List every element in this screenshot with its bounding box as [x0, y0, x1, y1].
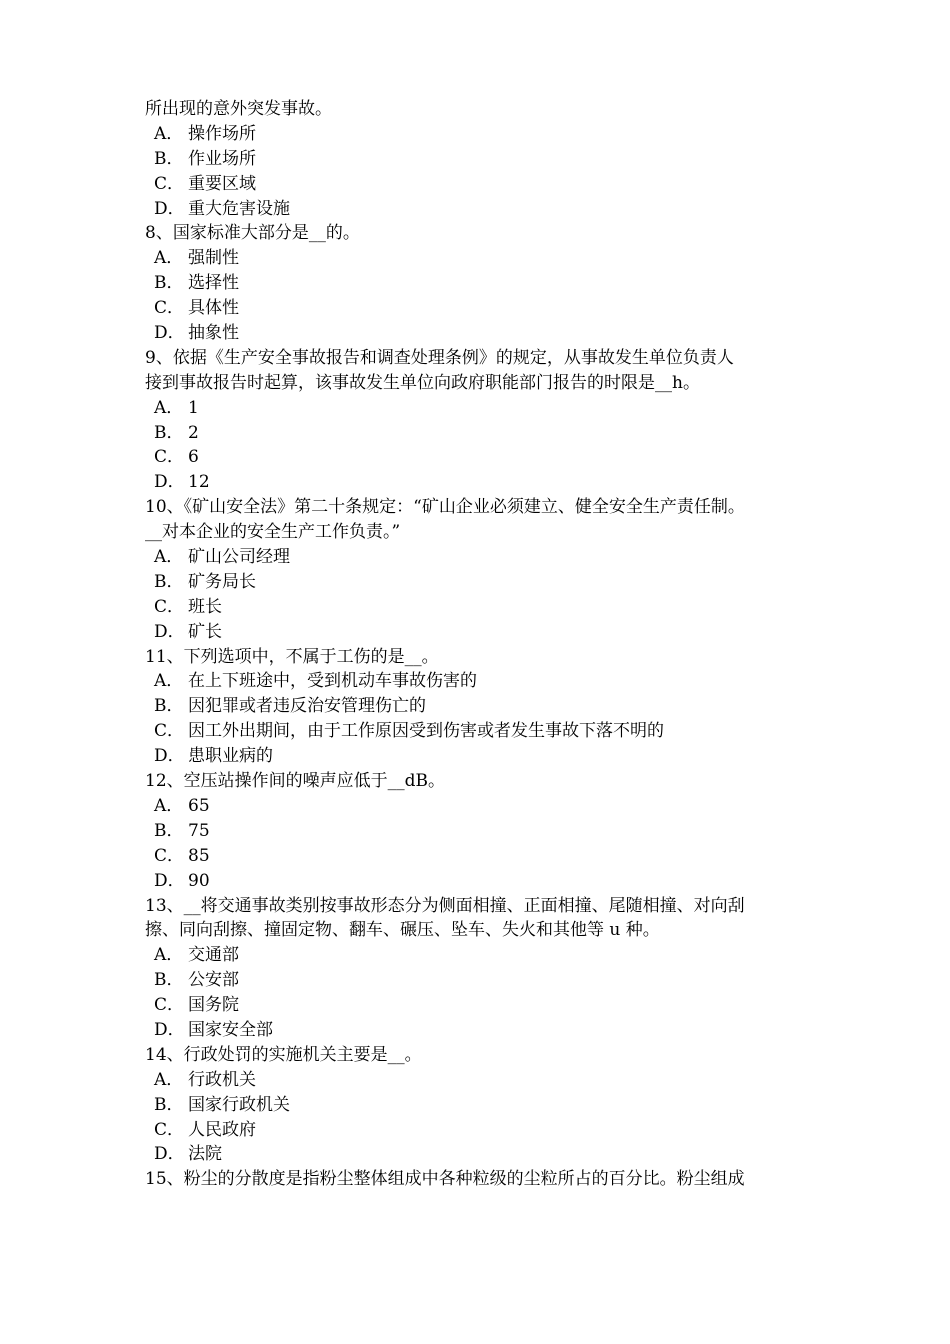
question-line: 所出现的意外突发事故。 [145, 99, 332, 119]
option-text: 75 [188, 820, 210, 841]
option-line [145, 197, 815, 222]
option-label: A． [154, 1069, 184, 1090]
question-line: __对本企业的安全生产工作负责。” [145, 522, 401, 543]
option-text: 重大危害设施 [188, 198, 290, 219]
option-label: D． [154, 198, 185, 219]
question-line: 擦、同向刮擦、撞固定物、翻车、碾压、坠车、失火和其他等 u 种。 [145, 920, 660, 941]
option-text: 2 [188, 422, 199, 443]
option-line [145, 1118, 815, 1143]
option-label: B． [154, 571, 184, 592]
option-line [145, 993, 815, 1018]
option-line [145, 172, 815, 197]
option-text: 矿务局长 [188, 571, 256, 592]
option-text: 在上下班途中，受到机动车事故伤害的 [188, 671, 477, 692]
option-text: 6 [188, 447, 199, 468]
option-line [145, 570, 815, 595]
option-text: 操作场所 [188, 123, 256, 144]
option-label: B． [154, 422, 184, 443]
option-label: C． [154, 995, 185, 1016]
option-text: 90 [188, 870, 210, 891]
option-text: 患职业病的 [188, 746, 273, 767]
option-line [145, 744, 815, 769]
option-label: C． [154, 596, 185, 617]
option-line [145, 296, 815, 321]
option-label: C． [154, 1119, 185, 1140]
option-text: 因犯罪或者违反治安管理伤亡的 [188, 696, 426, 717]
question-line: 15、粉尘的分散度是指粉尘整体组成中各种粒级的尘粒所占的百分比。粉尘组成 [145, 1169, 745, 1190]
option-line [145, 396, 815, 421]
option-line [145, 321, 815, 346]
option-line [145, 943, 815, 968]
option-line [145, 844, 815, 869]
question-line: 11、下列选项中，不属于工伤的是__。 [145, 646, 439, 667]
option-label: C． [154, 721, 185, 742]
option-label: D． [154, 323, 185, 344]
option-text: 选择性 [188, 273, 239, 294]
option-label: B． [154, 273, 184, 294]
option-label: B． [154, 820, 184, 841]
option-label: A． [154, 547, 184, 568]
option-label: A． [154, 945, 184, 966]
option-text: 12 [188, 472, 210, 493]
option-line [145, 719, 815, 744]
option-label: A． [154, 248, 184, 269]
question-line: 12、空压站操作间的噪声应低于__dB。 [145, 771, 446, 792]
option-label: A． [154, 795, 184, 816]
option-label: A． [154, 123, 184, 144]
question-line: 13、__将交通事故类别按事故形态分为侧面相撞、正面相撞、尾随相撞、对向刮 [145, 895, 745, 916]
option-label: B． [154, 696, 184, 717]
option-label: C． [154, 173, 185, 194]
option-line [145, 246, 815, 271]
option-text: 交通部 [188, 945, 239, 966]
option-line [145, 147, 815, 172]
option-line [145, 694, 815, 719]
option-line [145, 1142, 815, 1167]
option-line [145, 819, 815, 844]
option-label: A． [154, 671, 184, 692]
option-label: D． [154, 1019, 185, 1040]
option-text: 因工外出期间，由于工作原因受到伤害或者发生事故下落不明的 [188, 721, 664, 742]
option-line [145, 869, 815, 894]
question-line: 10、《矿山安全法》第二十条规定：“矿山企业必须建立、健全安全生产责任制。 [145, 497, 745, 518]
option-text: 重要区域 [188, 173, 256, 194]
question-line: 8、国家标准大部分是__的。 [145, 223, 360, 244]
option-text: 公安部 [188, 970, 239, 991]
option-line [145, 595, 815, 620]
option-label: B． [154, 970, 184, 991]
option-text: 法院 [188, 1144, 222, 1165]
option-line [145, 669, 815, 694]
option-text: 班长 [188, 596, 222, 617]
option-label: C． [154, 447, 185, 468]
option-line [145, 794, 815, 819]
option-text: 人民政府 [188, 1119, 256, 1140]
option-line [145, 470, 815, 495]
option-text: 矿长 [188, 621, 222, 642]
option-label: D． [154, 1144, 185, 1165]
option-label: D． [154, 870, 185, 891]
option-line [145, 122, 815, 147]
option-label: C． [154, 298, 185, 319]
option-text: 矿山公司经理 [188, 547, 290, 568]
option-line [145, 1018, 815, 1043]
option-text: 国务院 [188, 995, 239, 1016]
option-label: B． [154, 1094, 184, 1115]
option-line [145, 545, 815, 570]
option-text: 国家行政机关 [188, 1094, 290, 1115]
question-line: 14、行政处罚的实施机关主要是__。 [145, 1044, 422, 1065]
option-line [145, 620, 815, 645]
option-line [145, 1093, 815, 1118]
option-text: 1 [188, 397, 199, 418]
document-body [145, 97, 815, 1192]
question-line: 接到事故报告时起算，该事故发生单位向政府职能部门报告的时限是__h。 [145, 372, 700, 393]
option-text: 85 [188, 845, 210, 866]
question-line: 9、依据《生产安全事故报告和调查处理条例》的规定，从事故发生单位负责人 [145, 347, 734, 368]
option-line [145, 1068, 815, 1093]
option-label: C． [154, 845, 185, 866]
option-label: D． [154, 746, 185, 767]
option-line [145, 445, 815, 470]
option-text: 具体性 [188, 298, 239, 319]
option-text: 抽象性 [188, 323, 239, 344]
option-label: D． [154, 621, 185, 642]
option-text: 国家安全部 [188, 1019, 273, 1040]
option-label: B． [154, 148, 184, 169]
option-text: 行政机关 [188, 1069, 256, 1090]
option-line [145, 421, 815, 446]
option-text: 强制性 [188, 248, 239, 269]
option-text: 作业场所 [188, 148, 256, 169]
option-label: A． [154, 397, 184, 418]
option-line [145, 968, 815, 993]
option-text: 65 [188, 795, 210, 816]
option-label: D． [154, 472, 185, 493]
option-line [145, 271, 815, 296]
